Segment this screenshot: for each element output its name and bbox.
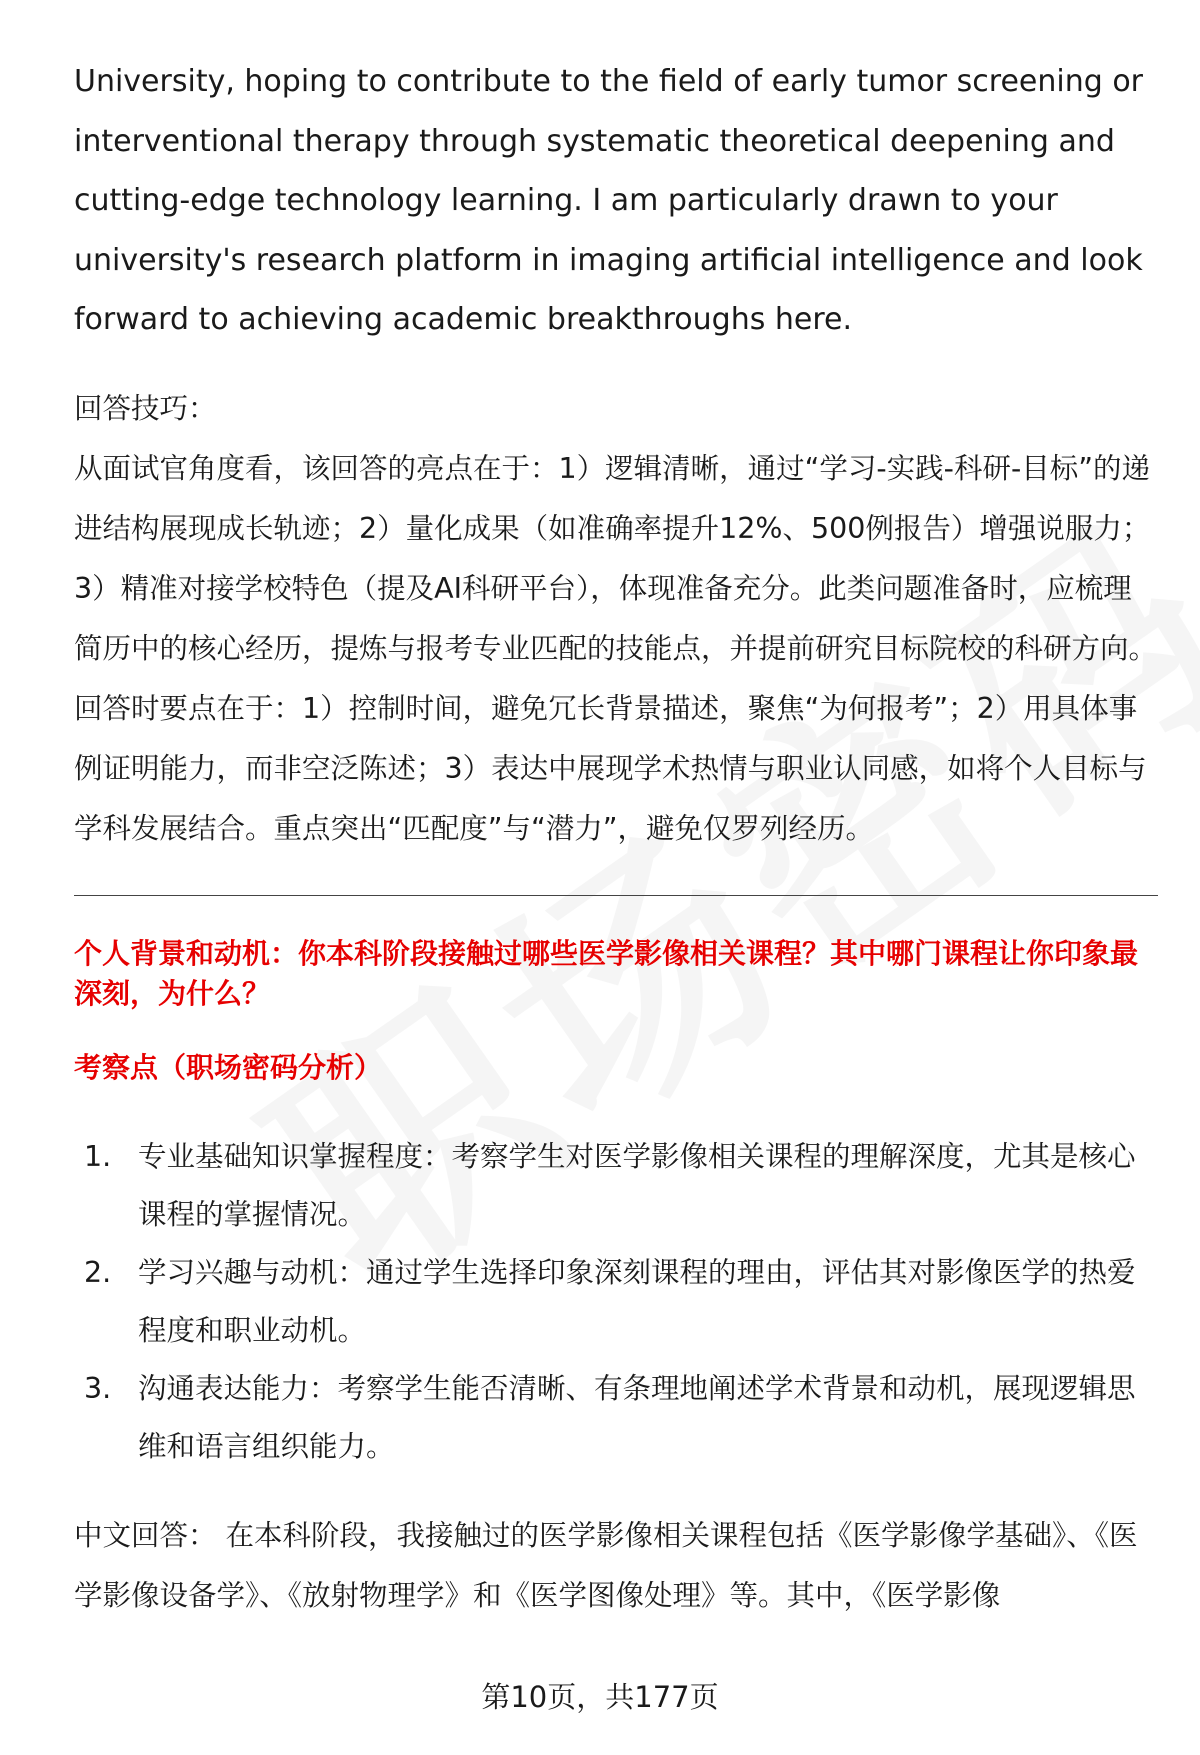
list-item — [74, 1128, 1158, 1244]
page-number: 第10页，共177页 — [481, 1680, 719, 1714]
list-item — [74, 1360, 1158, 1476]
list-item-text: 学习兴趣与动机：通过学生选择印象深刻课程的理由，评估其对影像医学的热爱程度和职业动机。 — [138, 1255, 1136, 1347]
analysis-title: 考察点（职场密码分析） — [74, 1050, 383, 1084]
tips-title: 回答技巧： — [74, 391, 217, 425]
list-item-text: 专业基础知识掌握程度：考察学生对医学影像相关课程的理解深度，尤其是核心课程的掌握情况。 — [138, 1139, 1136, 1231]
section-divider — [74, 895, 1158, 896]
list-item-text: 沟通表达能力：考察学生能否清晰、有条理地阐述学术背景和动机，展现逻辑思维和语言组织能力。 — [138, 1371, 1136, 1463]
list-item-number: 1. — [84, 1139, 112, 1173]
intro-paragraph: University, hoping to contribute to the field of early tumor screening or interventional therapy through systematic theoretical deepening and cutting-edge technology learning. I am particularly drawn to your university's research platform in imaging artificial intelligence and look forward to achieving academic breakthroughs here. — [74, 64, 1144, 337]
list-item-number: 2. — [84, 1255, 112, 1289]
list-item — [74, 1244, 1158, 1360]
answer-paragraph: 中文回答： 在本科阶段，我接触过的医学影像相关课程包括《医学影像学基础》、《医学影像设备学》、《放射物理学》和《医学图像处理》等。其中，《医学影像 — [74, 1518, 1138, 1612]
document-body — [74, 52, 1158, 1626]
list-item-number: 3. — [84, 1371, 112, 1405]
tips-body: 从面试官角度看，该回答的亮点在于：1）逻辑清晰，通过“学习-实践-科研-目标”的递进结构展现成长轨迹；2）量化成果（如准确率提升12%、500例报告）增强说服力；3）精准对接学校特色（提及AI科研平台），体现准备充分。此类问题准备时，应梳理简历中的核心经历，提炼与报考专业匹配的技能点，并提前研究目标院校的科研方向。回答时要点在于：1）控制时间，避免冗长背景描述，聚焦“为何报考”；2）用具体事例证明能力，而非空泛陈述；3）表达中展现学术热情与职业认同感，如将个人目标与学科发展结合。重点突出“匹配度”与“潜力”，避免仅罗列经历。 — [74, 451, 1158, 845]
analysis-points — [74, 1128, 1158, 1476]
question-heading: 个人背景和动机：你本科阶段接触过哪些医学影像相关课程？其中哪门课程让你印象最深刻，为什么？ — [74, 936, 1139, 1010]
